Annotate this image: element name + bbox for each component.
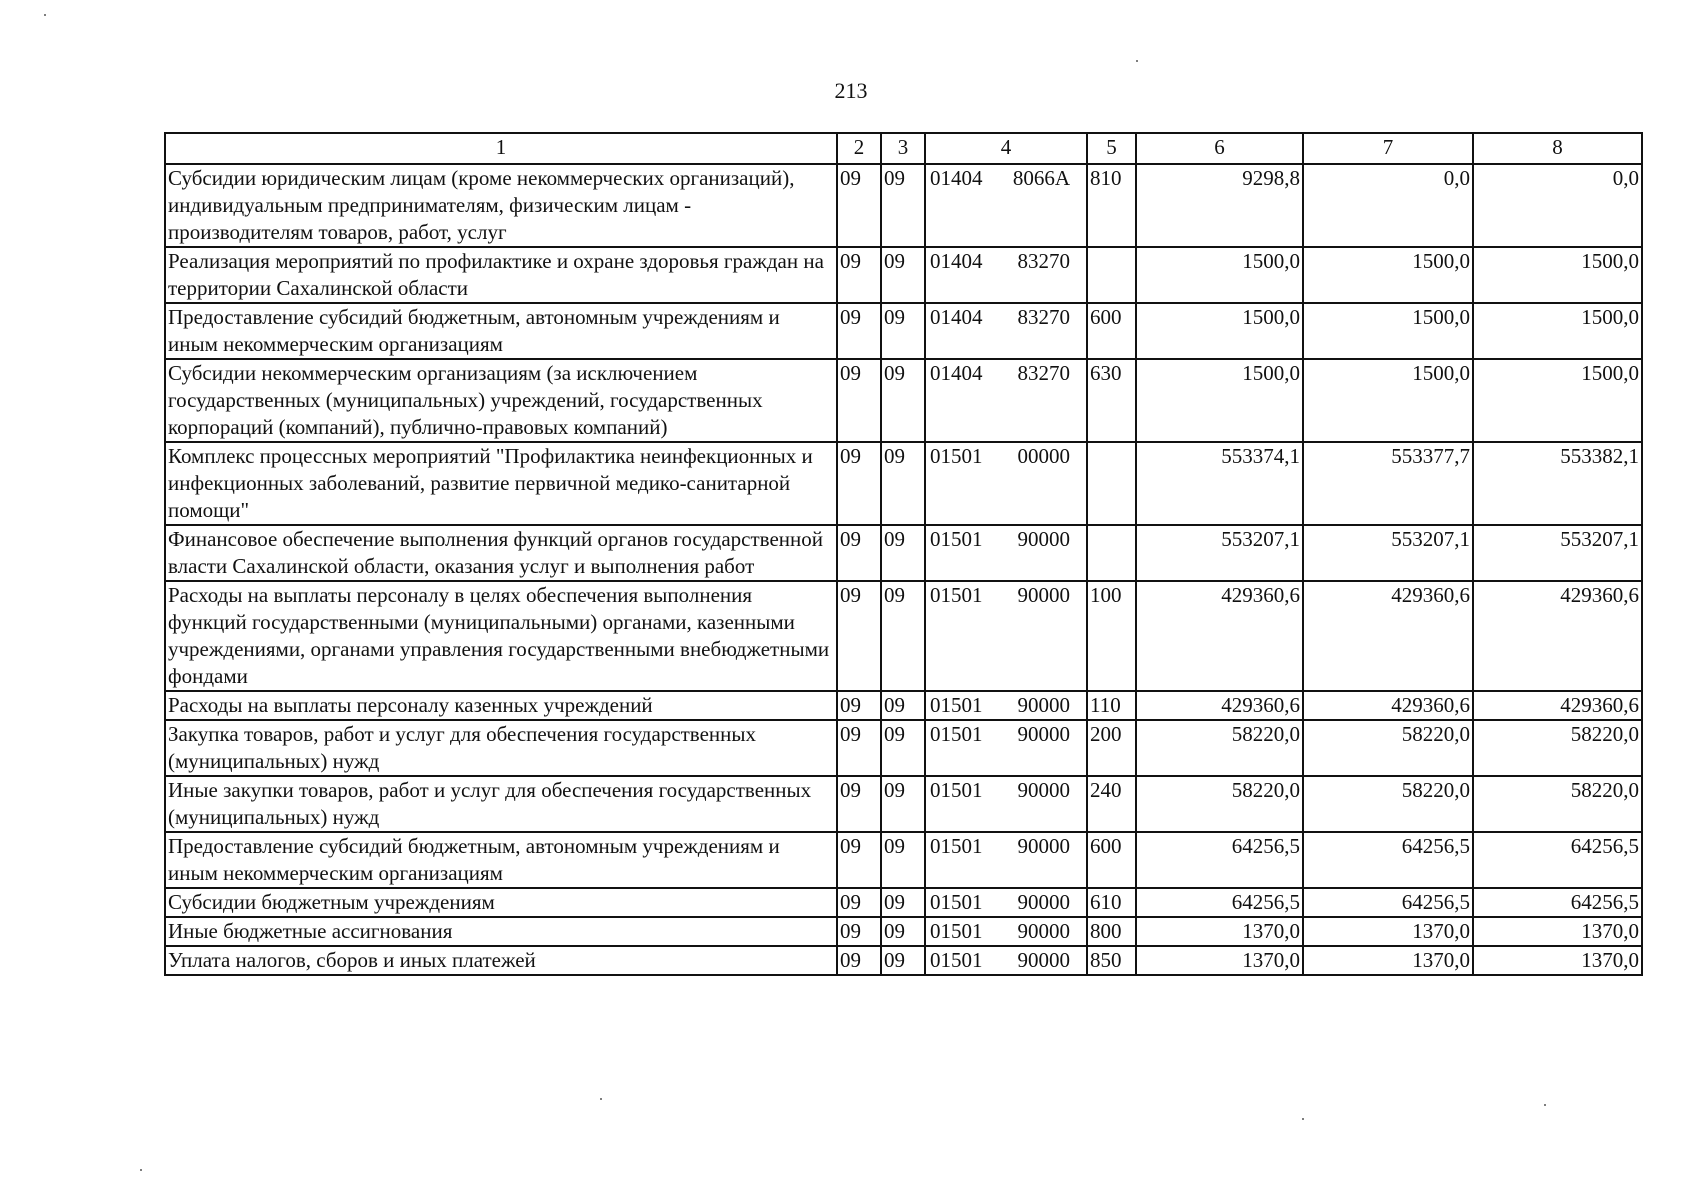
program-code: 01404 (930, 166, 983, 190)
column-header: 7 (1303, 133, 1473, 164)
target-article-code (925, 917, 1087, 946)
section-code: 09 (837, 776, 881, 832)
amount-col-7: 553207,1 (1303, 525, 1473, 581)
row-name: Иные бюджетные ассигнования (165, 917, 837, 946)
amount-col-6: 64256,5 (1136, 832, 1303, 888)
section-code: 09 (837, 442, 881, 525)
expense-type-code: 630 (1087, 359, 1136, 442)
amount-col-8: 64256,5 (1473, 888, 1642, 917)
section-code: 09 (837, 581, 881, 691)
target-article-code (925, 164, 1087, 247)
program-code: 01404 (930, 305, 983, 329)
target-article-code (925, 888, 1087, 917)
subsection-code: 09 (881, 525, 925, 581)
table-row (165, 303, 1642, 359)
subsection-code: 09 (881, 303, 925, 359)
section-code: 09 (837, 832, 881, 888)
amount-col-6: 553374,1 (1136, 442, 1303, 525)
table-row (165, 832, 1642, 888)
subsection-code: 09 (881, 917, 925, 946)
amount-col-7: 1370,0 (1303, 946, 1473, 975)
subsection-code: 09 (881, 776, 925, 832)
direction-code: 90000 (1017, 948, 1070, 972)
row-name: Предоставление субсидий бюджетным, автономным учреждениям и иным некоммерческим организациям (165, 303, 837, 359)
amount-col-8: 58220,0 (1473, 720, 1642, 776)
column-header: 4 (925, 133, 1087, 164)
amount-col-7: 64256,5 (1303, 888, 1473, 917)
subsection-code: 09 (881, 581, 925, 691)
subsection-code: 09 (881, 888, 925, 917)
row-name: Закупка товаров, работ и услуг для обеспечения государственных (муниципальных) нужд (165, 720, 837, 776)
row-name: Расходы на выплаты персоналу в целях обеспечения выполнения функций государственными (муниципальными) органами, казенными учреждениями, органами управления государственными внебюджетными фондами (165, 581, 837, 691)
subsection-code: 09 (881, 442, 925, 525)
program-code: 01501 (930, 444, 983, 468)
table-row (165, 917, 1642, 946)
scan-speck (1136, 60, 1138, 62)
program-code: 01501 (930, 778, 983, 802)
amount-col-8: 0,0 (1473, 164, 1642, 247)
amount-col-7: 429360,6 (1303, 691, 1473, 720)
scan-speck (1544, 1104, 1546, 1106)
amount-col-7: 1500,0 (1303, 247, 1473, 303)
direction-code: 90000 (1017, 693, 1070, 717)
expense-type-code: 810 (1087, 164, 1136, 247)
amount-col-6: 553207,1 (1136, 525, 1303, 581)
table-row (165, 888, 1642, 917)
amount-col-6: 1500,0 (1136, 303, 1303, 359)
section-code: 09 (837, 888, 881, 917)
expense-type-code: 600 (1087, 832, 1136, 888)
row-name: Комплекс процессных мероприятий "Профилактика неинфекционных и инфекционных заболеваний, развитие первичной медико-санитарной помощи" (165, 442, 837, 525)
program-code: 01404 (930, 249, 983, 273)
header-row (165, 133, 1642, 164)
table-body (165, 164, 1642, 975)
table-row (165, 359, 1642, 442)
amount-col-6: 1500,0 (1136, 247, 1303, 303)
section-code: 09 (837, 164, 881, 247)
direction-code: 8066А (1012, 166, 1070, 190)
section-code: 09 (837, 247, 881, 303)
direction-code: 90000 (1017, 722, 1070, 746)
row-name: Реализация мероприятий по профилактике и охране здоровья граждан на территории Сахалинской области (165, 247, 837, 303)
amount-col-8: 1500,0 (1473, 303, 1642, 359)
row-name: Субсидии юридическим лицам (кроме некоммерческих организаций), индивидуальным предпринимателям, физическим лицам - производителям товаров, работ, услуг (165, 164, 837, 247)
program-code: 01501 (930, 919, 983, 943)
row-name: Иные закупки товаров, работ и услуг для обеспечения государственных (муниципальных) нужд (165, 776, 837, 832)
program-code: 01501 (930, 583, 983, 607)
direction-code: 90000 (1017, 919, 1070, 943)
target-article-code (925, 359, 1087, 442)
target-article-code (925, 832, 1087, 888)
subsection-code: 09 (881, 720, 925, 776)
amount-col-7: 429360,6 (1303, 581, 1473, 691)
expense-type-code: 850 (1087, 946, 1136, 975)
section-code: 09 (837, 359, 881, 442)
program-code: 01501 (930, 834, 983, 858)
direction-code: 90000 (1017, 890, 1070, 914)
program-code: 01501 (930, 948, 983, 972)
direction-code: 90000 (1017, 527, 1070, 551)
amount-col-6: 9298,8 (1136, 164, 1303, 247)
amount-col-6: 429360,6 (1136, 691, 1303, 720)
expense-type-code: 100 (1087, 581, 1136, 691)
row-name: Субсидии бюджетным учреждениям (165, 888, 837, 917)
section-code: 09 (837, 525, 881, 581)
target-article-code (925, 247, 1087, 303)
amount-col-7: 1370,0 (1303, 917, 1473, 946)
program-code: 01404 (930, 361, 983, 385)
target-article-code (925, 720, 1087, 776)
section-code: 09 (837, 720, 881, 776)
amount-col-8: 1370,0 (1473, 917, 1642, 946)
subsection-code: 09 (881, 359, 925, 442)
expense-type-code: 110 (1087, 691, 1136, 720)
section-code: 09 (837, 946, 881, 975)
program-code: 01501 (930, 722, 983, 746)
expense-type-code (1087, 247, 1136, 303)
column-header: 8 (1473, 133, 1642, 164)
target-article-code (925, 525, 1087, 581)
expense-type-code (1087, 525, 1136, 581)
amount-col-8: 553207,1 (1473, 525, 1642, 581)
expense-type-code: 200 (1087, 720, 1136, 776)
target-article-code (925, 442, 1087, 525)
amount-col-7: 58220,0 (1303, 776, 1473, 832)
row-name: Финансовое обеспечение выполнения функций органов государственной власти Сахалинской области, оказания услуг и выполнения работ (165, 525, 837, 581)
expense-type-code: 610 (1087, 888, 1136, 917)
amount-col-7: 553377,7 (1303, 442, 1473, 525)
amount-col-6: 58220,0 (1136, 776, 1303, 832)
column-header: 1 (165, 133, 837, 164)
row-name: Субсидии некоммерческим организациям (за исключением государственных (муниципальных) учреждений, государственных корпораций (компаний), публично-правовых компаний) (165, 359, 837, 442)
direction-code: 83270 (1017, 361, 1070, 385)
amount-col-7: 1500,0 (1303, 359, 1473, 442)
table-row (165, 691, 1642, 720)
amount-col-6: 58220,0 (1136, 720, 1303, 776)
scan-speck (140, 1169, 142, 1171)
direction-code: 83270 (1017, 249, 1070, 273)
table-row (165, 946, 1642, 975)
target-article-code (925, 776, 1087, 832)
column-header: 3 (881, 133, 925, 164)
amount-col-8: 1370,0 (1473, 946, 1642, 975)
amount-col-7: 1500,0 (1303, 303, 1473, 359)
amount-col-8: 64256,5 (1473, 832, 1642, 888)
expense-type-code: 240 (1087, 776, 1136, 832)
column-header: 5 (1087, 133, 1136, 164)
section-code: 09 (837, 691, 881, 720)
table-row (165, 776, 1642, 832)
amount-col-6: 429360,6 (1136, 581, 1303, 691)
program-code: 01501 (930, 890, 983, 914)
amount-col-6: 1370,0 (1136, 917, 1303, 946)
table-row (165, 525, 1642, 581)
program-code: 01501 (930, 693, 983, 717)
row-name: Предоставление субсидий бюджетным, автономным учреждениям и иным некоммерческим организациям (165, 832, 837, 888)
subsection-code: 09 (881, 247, 925, 303)
target-article-code (925, 691, 1087, 720)
scan-speck (44, 14, 46, 16)
target-article-code (925, 303, 1087, 359)
expense-type-code (1087, 442, 1136, 525)
expense-type-code: 800 (1087, 917, 1136, 946)
column-header: 6 (1136, 133, 1303, 164)
amount-col-6: 1500,0 (1136, 359, 1303, 442)
table-row (165, 247, 1642, 303)
subsection-code: 09 (881, 164, 925, 247)
amount-col-8: 553382,1 (1473, 442, 1642, 525)
amount-col-8: 1500,0 (1473, 359, 1642, 442)
subsection-code: 09 (881, 832, 925, 888)
subsection-code: 09 (881, 946, 925, 975)
amount-col-7: 58220,0 (1303, 720, 1473, 776)
table-row (165, 442, 1642, 525)
amount-col-6: 1370,0 (1136, 946, 1303, 975)
table-row (165, 581, 1642, 691)
table-row (165, 720, 1642, 776)
amount-col-6: 64256,5 (1136, 888, 1303, 917)
amount-col-7: 64256,5 (1303, 832, 1473, 888)
direction-code: 83270 (1017, 305, 1070, 329)
amount-col-8: 1500,0 (1473, 247, 1642, 303)
target-article-code (925, 946, 1087, 975)
amount-col-8: 429360,6 (1473, 691, 1642, 720)
budget-table (164, 132, 1643, 976)
direction-code: 00000 (1017, 444, 1070, 468)
section-code: 09 (837, 303, 881, 359)
column-header: 2 (837, 133, 881, 164)
scan-speck (600, 1098, 602, 1100)
amount-col-7: 0,0 (1303, 164, 1473, 247)
direction-code: 90000 (1017, 583, 1070, 607)
page-number: 213 (834, 78, 868, 103)
section-code: 09 (837, 917, 881, 946)
table-row (165, 164, 1642, 247)
row-name: Расходы на выплаты персоналу казенных учреждений (165, 691, 837, 720)
direction-code: 90000 (1017, 834, 1070, 858)
scan-speck (1302, 1118, 1304, 1120)
program-code: 01501 (930, 527, 983, 551)
direction-code: 90000 (1017, 778, 1070, 802)
subsection-code: 09 (881, 691, 925, 720)
target-article-code (925, 581, 1087, 691)
expense-type-code: 600 (1087, 303, 1136, 359)
amount-col-8: 58220,0 (1473, 776, 1642, 832)
row-name: Уплата налогов, сборов и иных платежей (165, 946, 837, 975)
amount-col-8: 429360,6 (1473, 581, 1642, 691)
